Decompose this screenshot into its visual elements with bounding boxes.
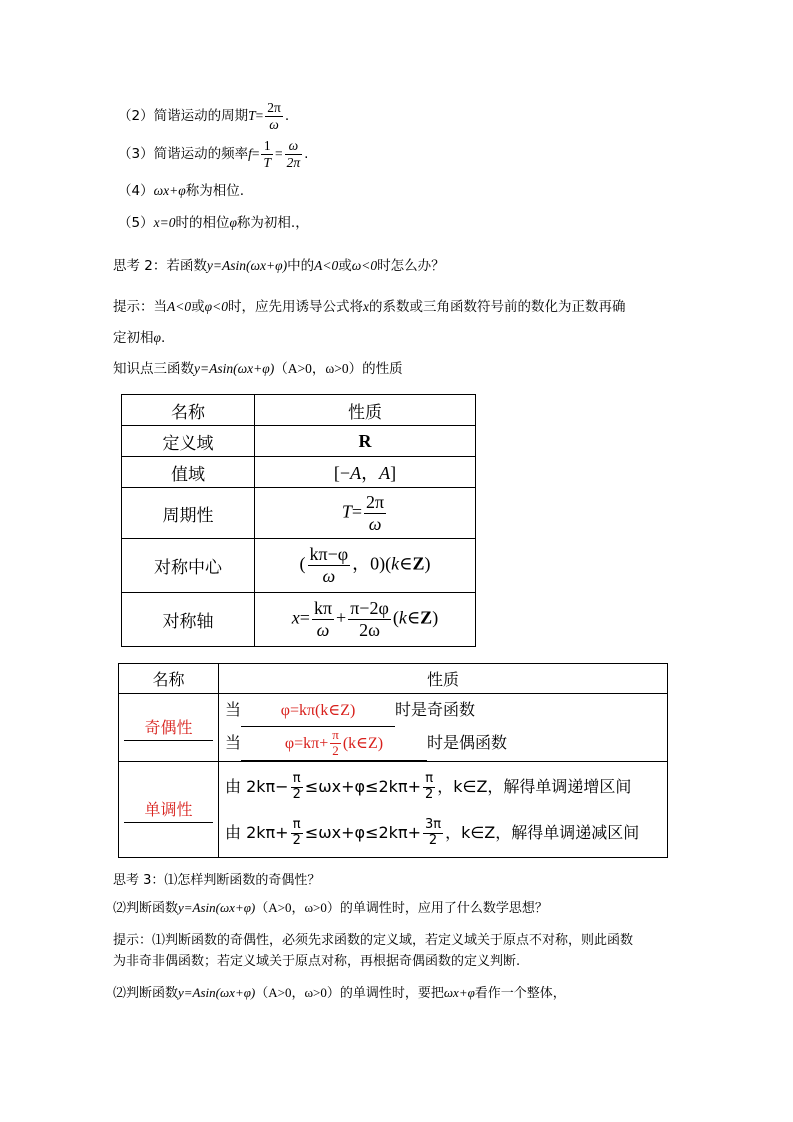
- row-value-range: [−A，A]: [255, 457, 476, 488]
- table-header-property: 性质: [219, 664, 668, 694]
- frequency-fraction-1: $\frac{1}{T}$: [263, 138, 271, 170]
- think2-question: 思考 2：若函数y=Asin(ωx+φ)中的A<0或ω<0时怎么办？: [113, 258, 445, 274]
- think2-hint-line1: 提示：当A<0或φ<0时，应先用诱导公式将x的系数或三角函数符号前的数化为正数再确: [113, 299, 626, 315]
- list-item-initial-phase: （5）x=0时的相位φ称为初相.，: [118, 215, 309, 231]
- table-row: [119, 694, 668, 762]
- table-header-name: 名称: [122, 395, 255, 426]
- row-name-domain: 定义域: [122, 426, 255, 457]
- table-row: [122, 426, 476, 457]
- row-value-center: ( $\frac{k\pi-\varphi}{\omega}$ ，0)(k∈Z): [255, 539, 476, 593]
- list-item-period: （2）简谐运动的周期T= $\frac{2\pi}{\omega}$ .: [118, 100, 290, 132]
- row-name-parity: 奇偶性: [119, 694, 219, 762]
- row-name-center: 对称中心: [122, 539, 255, 593]
- monotonic-decreasing-line: 由 2kπ+ $\frac{\pi}{2}$ ≤ωx+φ≤2kπ+ $\frac{3\pi}{2}$ ，k∈Z，解得单调递减区间: [225, 816, 640, 848]
- row-name-period: 周期性: [122, 488, 255, 539]
- think2-hint-line2: 定初相φ.: [113, 330, 166, 346]
- knowledge-point-3-heading: 知识点三函数y=Asin(ωx+φ)（A>0，ω>0）的性质: [113, 361, 403, 377]
- parity-line-even: 当 φ=kπ+ $\frac{\pi}{2}$ (k∈Z) 时是偶函数: [225, 727, 667, 761]
- think3-hint-line1: 提示：⑴判断函数的奇偶性，必须先求函数的定义域，若定义域关于原点不对称，则此函数: [113, 933, 634, 948]
- properties-table-2: [118, 663, 668, 858]
- think3-hint-line3: ⑵判断函数y=Asin(ωx+φ)（A>0，ω>0）的单调性时，要把ωx+φ看作一个整体，: [113, 985, 566, 1001]
- parity-line-odd: 当 φ=kπ(k∈Z) 时是奇函数: [225, 695, 667, 727]
- table-row: [122, 395, 476, 426]
- think3-question-2: ⑵判断函数y=Asin(ωx+φ)（A>0，ω>0）的单调性时，应用了什么数学思想？: [113, 900, 548, 916]
- properties-table-1: [121, 394, 476, 647]
- row-value-monotonicity: [219, 762, 668, 858]
- frequency-fraction-2: $\frac{\omega}{2\pi}$: [286, 138, 301, 170]
- table-row: [122, 488, 476, 539]
- table-row: [122, 457, 476, 488]
- table-row: [119, 664, 668, 694]
- table-header-property: 性质: [255, 395, 476, 426]
- row-name-monotonicity: 单调性: [119, 762, 219, 858]
- table-row: [122, 539, 476, 593]
- list-item-frequency: （3）简谐运动的频率f= $\frac{1}{T}$ = $\frac{\omega}{2\pi}$ .: [118, 138, 309, 170]
- table-header-name: 名称: [119, 664, 219, 694]
- monotonic-increasing-line: 由 2kπ− $\frac{\pi}{2}$ ≤ωx+φ≤2kπ+ $\frac{\pi}{2}$ ，k∈Z，解得单调递增区间: [225, 770, 632, 802]
- table-row: [119, 762, 668, 858]
- period-fraction: $\frac{2\pi}{\omega}$: [267, 100, 281, 132]
- row-value-period: T= $\frac{2\pi}{\omega}$: [255, 488, 476, 539]
- think3-question-1: 思考 3：⑴怎样判断函数的奇偶性？: [113, 873, 321, 888]
- list-item-phase: （4）ωx+φ称为相位.: [118, 183, 244, 199]
- row-value-parity: [219, 694, 668, 762]
- answer-blank-odd: φ=kπ(k∈Z): [241, 696, 395, 727]
- row-name-axis: 对称轴: [122, 593, 255, 647]
- answer-blank-even: φ=kπ+ $\frac{\pi}{2}$ (k∈Z): [241, 728, 427, 761]
- row-name-range: 值域: [122, 457, 255, 488]
- table-row: [122, 593, 476, 647]
- row-value-axis: x= $\frac{k\pi}{\omega}$ + $\frac{\pi-2\varphi}{2\omega}$ (k∈Z): [255, 593, 476, 647]
- row-value-domain: R: [255, 426, 476, 457]
- think3-hint-line2: 为非奇非偶函数；若定义域关于原点对称，再根据奇偶函数的定义判断.: [113, 954, 521, 969]
